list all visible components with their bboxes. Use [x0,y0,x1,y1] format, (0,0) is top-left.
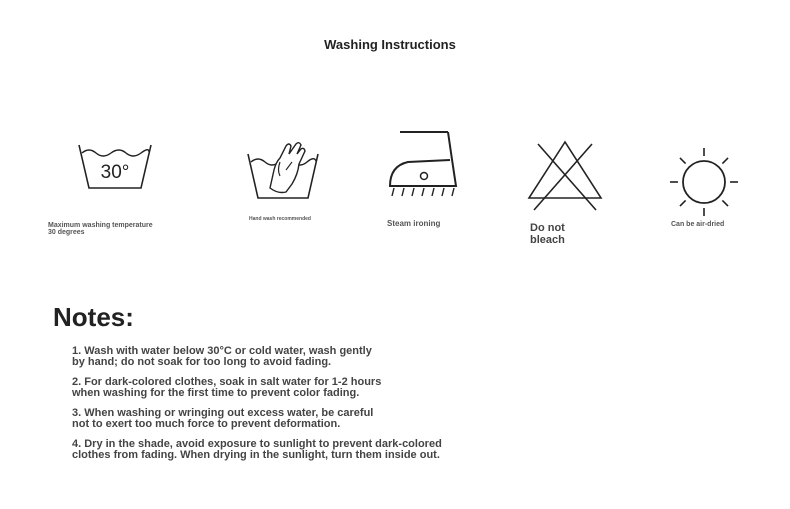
notes-list [72,346,442,470]
steam-iron-icon [388,130,460,200]
list-item: 4. Dry in the shade, avoid exposure to sunlight to prevent dark-colored clothes from fading. When drying in the sunlight, turn them inside out. [72,438,442,461]
temperature-label: 30° [100,162,130,183]
symbol-caption: Hand wash recommended [249,216,311,222]
list-item: 3. When washing or wringing out excess water, be careful not to exert too much force to prevent deformation. [72,407,374,430]
list-item: 2. For dark-colored clothes, soak in salt water for 1-2 hours when washing for the first time to prevent color fading. [72,376,382,399]
page-title: Washing Instructions [324,37,456,52]
hand-wash-icon [246,140,320,200]
do-not-bleach-icon [526,140,604,212]
notes-heading: Notes: [53,302,134,332]
symbol-caption: Steam ironing [387,219,441,228]
symbol-caption: Maximum washing temperature 30 degrees [48,222,153,237]
sun-icon [666,144,742,220]
symbol-caption: Can be air-dried [671,221,725,228]
symbol-caption: Do not bleach [530,222,565,246]
wash-tub-30-icon [78,140,152,190]
list-item: 1. Wash with water below 30°C or cold water, wash gently by hand; do not soak for too long to avoid fading. [72,345,372,368]
